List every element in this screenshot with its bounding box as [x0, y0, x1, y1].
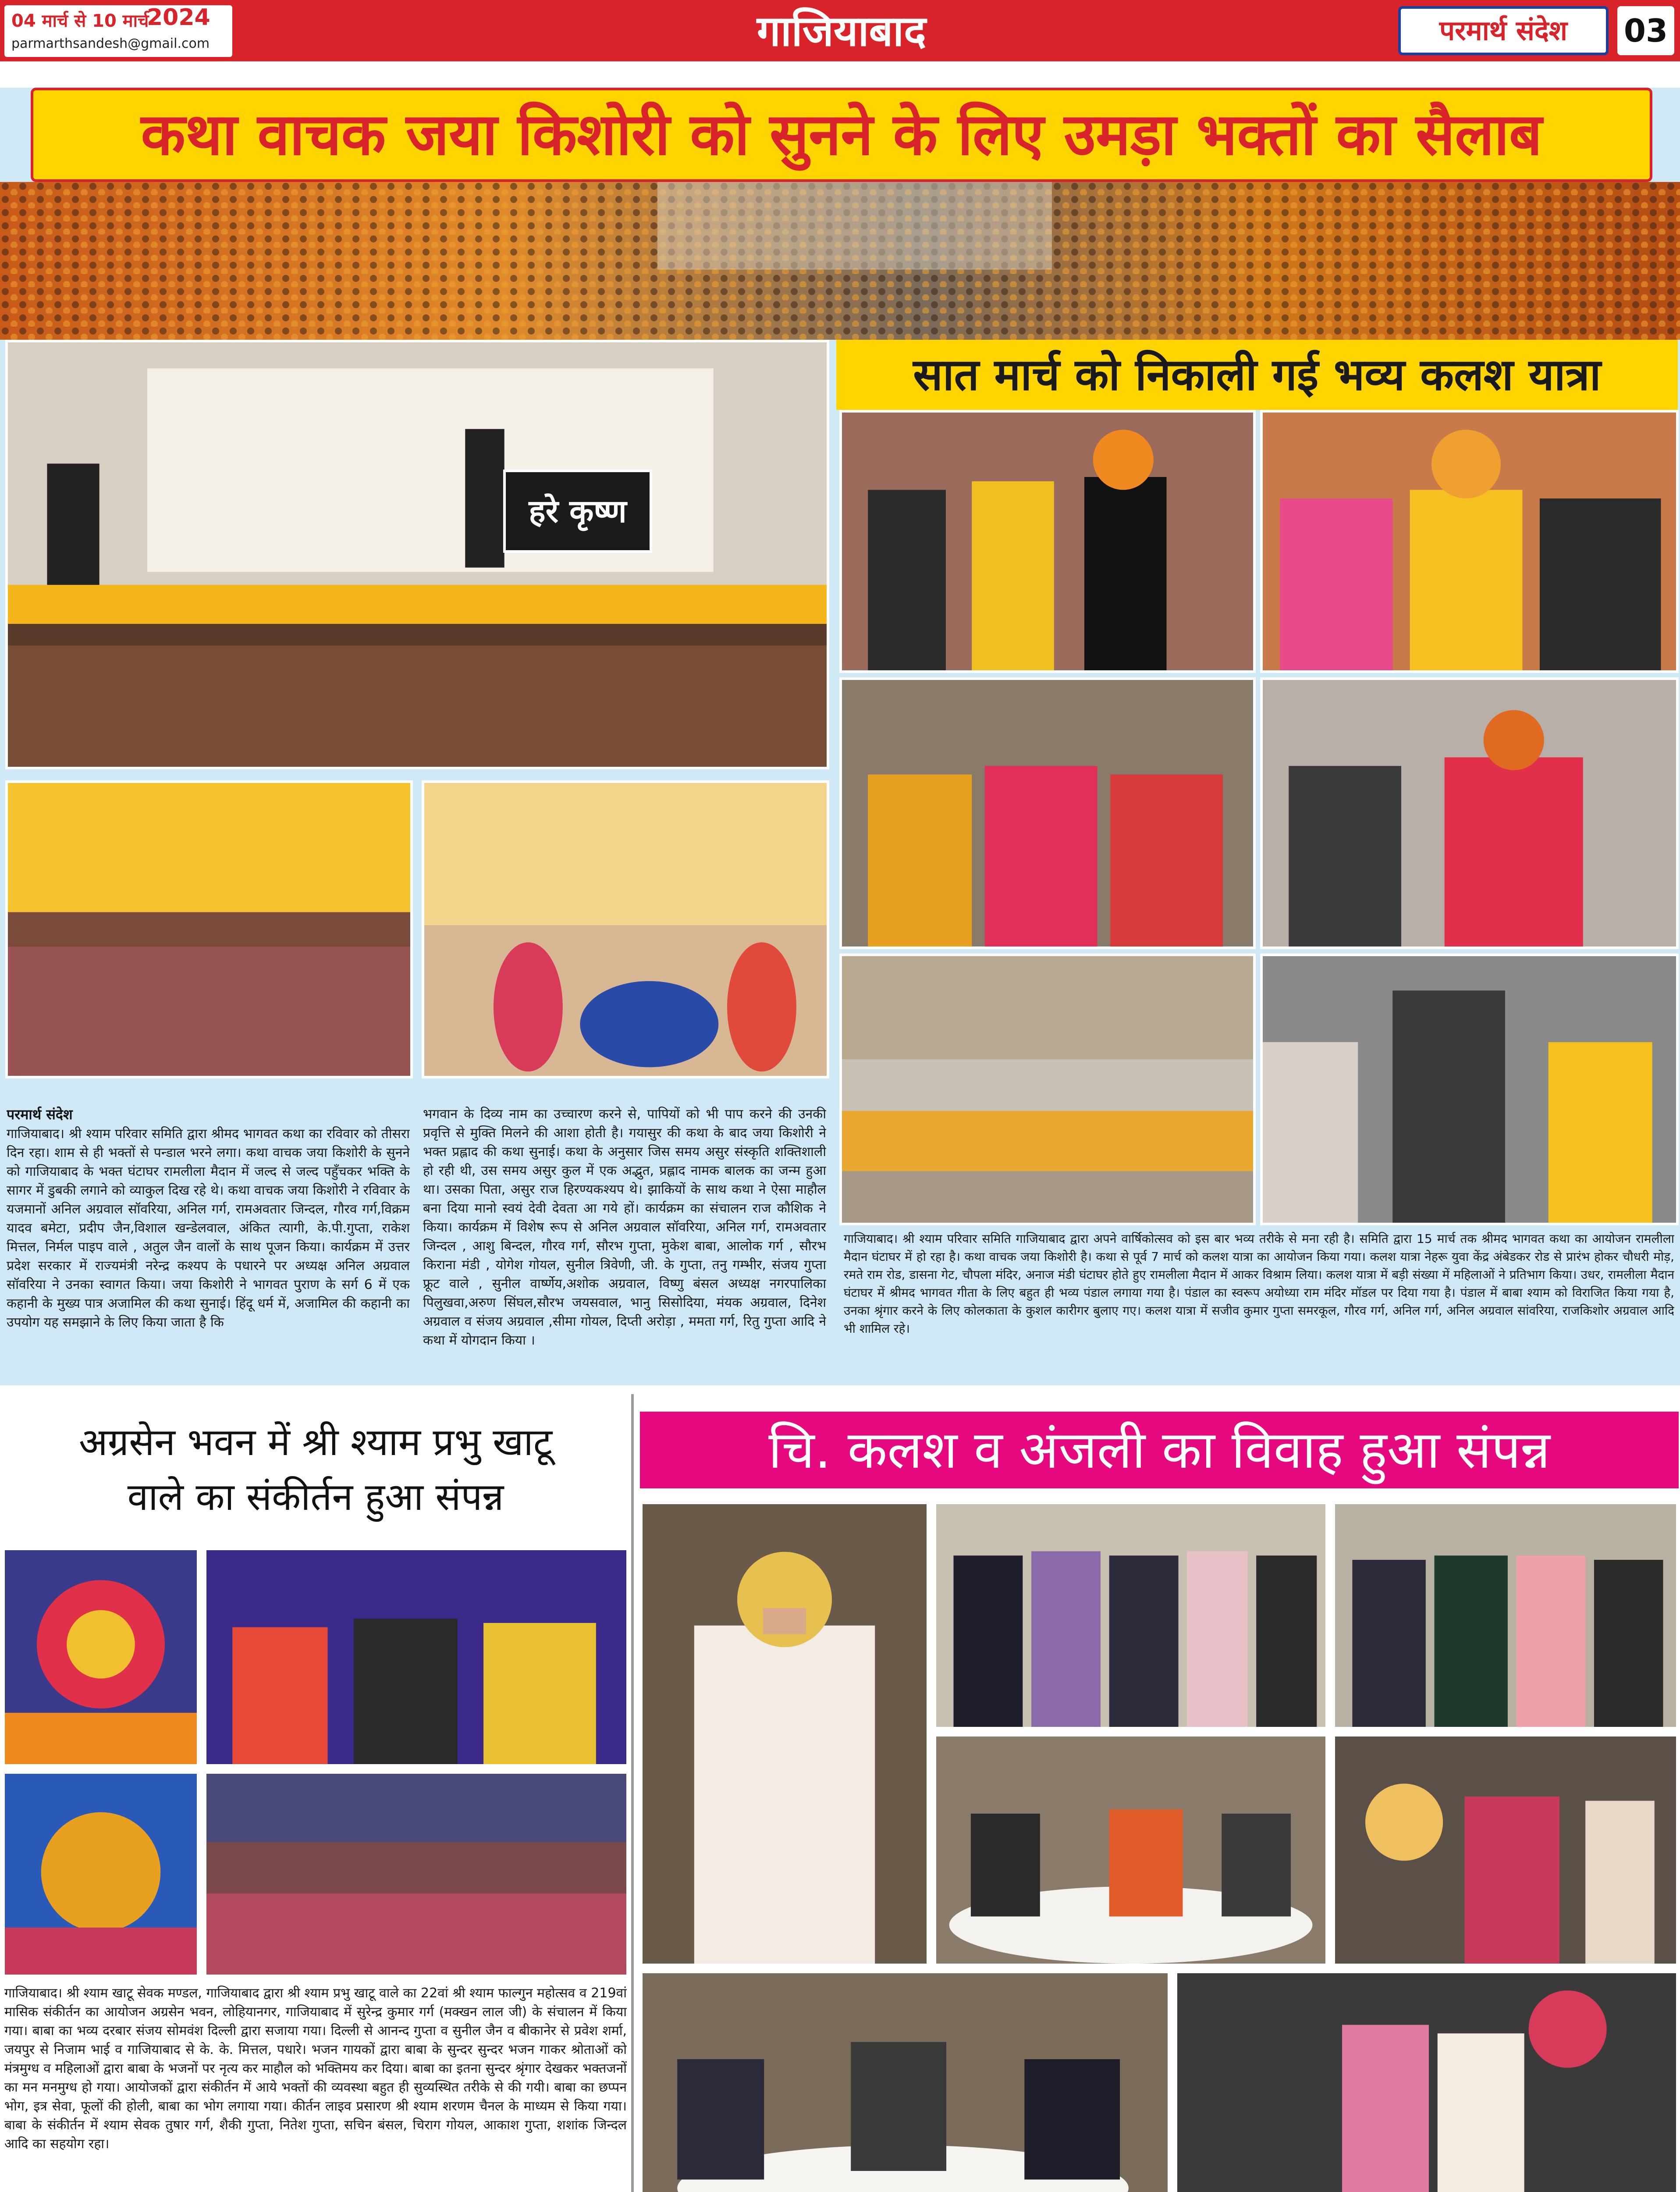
- masthead: [0, 0, 1680, 61]
- wedding-table-photo-2: [640, 1971, 1170, 2192]
- shyam-darbar-scene: [5, 1774, 197, 1975]
- kalash-scene-2: [1263, 413, 1676, 670]
- wedding-headline: चि. कलश व अंजली का विवाह हुआ संपन्न: [768, 1420, 1550, 1480]
- wedding-table-scene-1: [936, 1737, 1325, 1964]
- groom-portrait-scene: [643, 1504, 927, 1964]
- page-number: 03: [1623, 12, 1668, 49]
- wedding-guests-photo-2: [1332, 1502, 1679, 1729]
- bride-entry-scene: [1335, 1737, 1676, 1964]
- kalash-procession-scene: [842, 956, 1253, 1223]
- wedding-table-scene-2: [643, 1973, 1168, 2192]
- kalash-scene-1: [842, 413, 1253, 670]
- agrasen-headline-line-2: वाले का संकीर्तन हुआ संपन्न: [127, 1475, 504, 1519]
- kalash-photo-1: [839, 410, 1256, 673]
- bhajan-singers-photo: [204, 1548, 629, 1767]
- contact-email: parmarthsandesh@gmail.com: [11, 36, 210, 51]
- kalash-story-body: गाजियाबाद। श्री श्याम परिवार समिति गाजियाबाद द्वारा अपने वार्षिकोत्सव को इस बार भव्य तरीके से मना रही है। समिति द्वारा 15 मार्च तक श्रीमद भागवत कथा का आयोजन रामलीला मैदान घंटाघर में हो रहा है। कथा वाचक जया किशोरी है। कथा से पूर्व 7 मार्च को कलश यात्रा का आयोजन किया गया। कलश यात्रा नेहरू युवा केंद्र अंबेडकर रोड से प्रारंभ होकर चौधरी मोड़, रमते राम रोड, डासना गेट, चौपला मंदिर, अनाज मंडी घंटाघर होते हुए रामलीला मैदान में आकर विश्राम लिया। कलश यात्रा में बड़ी संख्या में महिलाओं ने प्रतिभाग किया। उधर, रामलीला मैदान घंटाघर में श्रीमद भागवत गीता के लिए बहुत ही भव्य पंडाल लगाया गया है। पंडाल का स्वरूप अयोध्या राम मंदिर मॉडल पर दिया गया है। पंडाल में बाबा श्याम को विराजित किया गया है, उनका श्रृंगार करने के लिए कोलकाता के कुशल कारीगर बुलाए गए। कलश यात्रा में सजीव कुमार गुप्ता समरकूल, गौरव गर्ग, अनिल गर्ग, अनिल अग्रवाल सांवरिया, राजकिशोर अग्रवाल आदि भी शामिल रहे।: [844, 1231, 1674, 1336]
- kalash-photo-2: [1260, 410, 1679, 673]
- column-divider: [631, 1394, 634, 2192]
- kalash-scene-4: [1263, 680, 1676, 947]
- city-title: गाजियाबाद: [757, 7, 927, 56]
- wedding-guests-photo-1: [934, 1502, 1328, 1729]
- wedding-guests-scene-1: [936, 1504, 1325, 1727]
- lead-story-body-column-2: भगवान के दिव्य नाम का उच्चारण करने से, पापियों को भी पाप करने की उनकी प्रवृत्ति से मुक्ति मिलने की आशा होती है। गयासुर की कथा के बाद जया किशोरी ने भक्त प्रह्लाद की कथा सुनाई। कथा के अनुसार जिस समय असुर संस्कृति शक्तिशाली हो रही थी, उस समय असुर कुल में एक अद्भुत, प्रह्लाद नामक बालक का जन्म हुआ था। उसका पिता, असुर राज हिरण्यकश्यप थे। झाकियों के साथ कथा ने ऐसा माहौल बना दिया मानो स्वयं देवी देवता आ गये हों। कार्यक्रम का संचालन राज कौशिक ने किया। कार्यक्रम में विशेष रूप से अनिल अग्रवाल सॉवरिया, अनिल गर्ग, रामअवतार जिन्दल , आशु बिन्दल, गौरव गर्ग, सौरभ गुप्ता, मुकेश बाबा, आलोक गर्ग , सौरभ किराना मंडी , योगेश गोयल, सुनील त्रिवेणी, जी. के गुप्ता, तनु गम्भीर, संजय गुप्ता फ्रूट वाले , सुनील वार्ष्णेय,अशोक अग्रवाल, विष्णु बंसल अध्यक्ष नगरपालिका पिलुखवा,अरुण सिंघल,सौरभ जयसवाल, भानु सिसोदिया, मंयक अग्रवाल, दिनेश अग्रवाल व संजय अग्रवाल ,सीमा गोयल, दिप्ती अरोड़ा , ममता गर्ग, रितु गुप्ता आदि ने कथा में योगदान किया ।: [423, 1107, 826, 1348]
- dancing-devotees-scene: [424, 783, 827, 1076]
- stage-sign-text: हरे कृष्ण: [529, 493, 627, 530]
- bride-entry-photo: [1332, 1734, 1679, 1966]
- kalash-photo-3: [839, 677, 1256, 949]
- dancing-devotees-photo: [422, 780, 829, 1078]
- kalash-dancer-scene: [1263, 956, 1676, 1223]
- lead-byline: परमार्थ संदेश: [7, 1106, 73, 1123]
- kalash-headline: सात मार्च को निकाली गई भव्य कलश यात्रा: [913, 349, 1601, 400]
- agrasen-headline-line-1: अग्रसेन भवन में श्री श्याम प्रभु खाटू: [78, 1420, 553, 1464]
- issue-year: 2024: [147, 4, 210, 31]
- kalash-photo-4: [1260, 677, 1679, 949]
- groom-portrait-photo: [640, 1502, 929, 1966]
- issue-date-range: 04 मार्च से 10 मार्च: [11, 11, 149, 31]
- crowd-panorama-scene: [0, 182, 1680, 340]
- audience-scene: [8, 783, 410, 1076]
- agrasen-story-body: गाजियाबाद। श्री श्याम खाटू सेवक मण्डल, गाजियाबाद द्वारा श्री श्याम प्रभु खाटू वाले का 22वां श्री श्याम फाल्गुन महोत्सव व 219वां मासिक संकीर्तन का आयोजन अग्रसेन भवन, लोहियानगर, गाजियाबाद में सुरेन्द्र कुमार गर्ग (मक्खन लाल जी) के संचालन में किया गया। बाबा का भव्य दरबार संजय सोमवंश दिल्ली द्वारा सजाया गया। दिल्ली से आनन्द गुप्ता व सुनील जैन व बीकानेर से प्रवेश शर्मा, जयपुर से निजाम भाई व गाजियाबाद से के. के. मित्तल, पधारे। भजन गायकों द्वारा बाबा के सुन्दर सुन्दर भजन गाकर श्रोताओं को मंत्रमुग्ध व महिलाओं द्वारा बाबा के भजनों पर नृत्य कर माहौल को भक्तिमय कर दिया। बाबा का इतना सुन्दर श्रृंगार देखकर भक्तजनों का मन मनमुग्ध हो गया। आयोजकों द्वारा संकीर्तन में आये भक्तों की व्यवस्था बहुत ही सुव्यस्थित तरीके से की गयी। बाबा का छप्पन भोग, इत्र सेवा, फूलों की होली, बाबा का भोग लगाया गया। कीर्तन लाइव प्रसारण श्री श्याम शरणम चैनल के माध्यम से किया गया। बाबा के संकीर्तन में श्याम सेवक तुषार गर्ग, शैकी गुप्ता, नितेश गुप्ता, सचिन बंसल, चिराग गोयल, आकाश गुप्ता, शशांक जिन्दल आदि का सहयोग रहा।: [4, 1986, 627, 2152]
- couple-scene: [1177, 1973, 1676, 2192]
- audience-photo: [5, 780, 413, 1078]
- khatu-shyam-idol-photo: [2, 1548, 199, 1767]
- stage-photo: [5, 340, 829, 769]
- paper-name: परमार्थ संदेश: [1439, 14, 1567, 46]
- bhajan-singers-scene: [206, 1550, 626, 1764]
- stage-scene: [8, 342, 827, 767]
- sankirtan-audience-scene: [206, 1774, 626, 1975]
- kalash-dancer-photo: [1260, 954, 1679, 1225]
- wedding-guests-scene-2: [1335, 1504, 1676, 1727]
- couple-photo: [1175, 1971, 1679, 2192]
- khatu-shyam-idol-scene: [5, 1550, 197, 1764]
- shyam-darbar-photo: [2, 1771, 199, 1977]
- kalash-scene-3: [842, 680, 1253, 947]
- crowd-panorama-photo: [0, 182, 1680, 340]
- wedding-table-photo-1: [934, 1734, 1328, 1966]
- lead-headline: कथा वाचक जया किशोरी को सुनने के लिए उमड़ा भक्तों का सैलाब: [141, 101, 1542, 168]
- kalash-procession-photo: [839, 954, 1256, 1225]
- sankirtan-audience-photo: [204, 1771, 629, 1977]
- lead-story-body-column-1: गाजियाबाद। श्री श्याम परिवार समिति द्वारा श्रीमद भागवत कथा का रविवार को तीसरा दिन रहा। शाम से ही भक्तों से पन्डाल भरने लगा। कथा वाचक जया किशोरी के सुनने को गाजियाबाद के भक्त घंटाघर रामलीला मैदान में जल्द से जल्द पहुँचकर भक्ति के सागर में डुबकी लगाने को व्याकुल दिख रहे थे। कथा वाचक जया किशोरी ने रविवार के यजमानों अनिल अग्रवाल सॉवरिया, अनिल गर्ग, रामअवतार जिन्दल, गौरव गर्ग,विक्रम यादव बमेटा, प्रदीप जैन,विशाल खन्डेलवाल, अंकित त्यागी, के.पी.गुप्ता, राकेश मित्तल, निर्मल पाइप वाले , अतुल जैन वालों के साथ पूजन किया। कार्यक्रम में उत्तर प्रदेश सरकार में राज्यमंत्री नरेन्द्र कश्यप के पधारने पर अध्यक्ष अनिल अग्रवाल सॉवरिया ने उनका स्वागत किया। जया किशोरी ने भागवत पुराण के सर्ग 6 में एक कहानी के मुख्य पात्र अजामिल की कथा सुनाई। हिंदू धर्म में, अजामिल की कहानी का उपयोग यह समझाने के लिए किया जाता है कि: [7, 1126, 410, 1330]
